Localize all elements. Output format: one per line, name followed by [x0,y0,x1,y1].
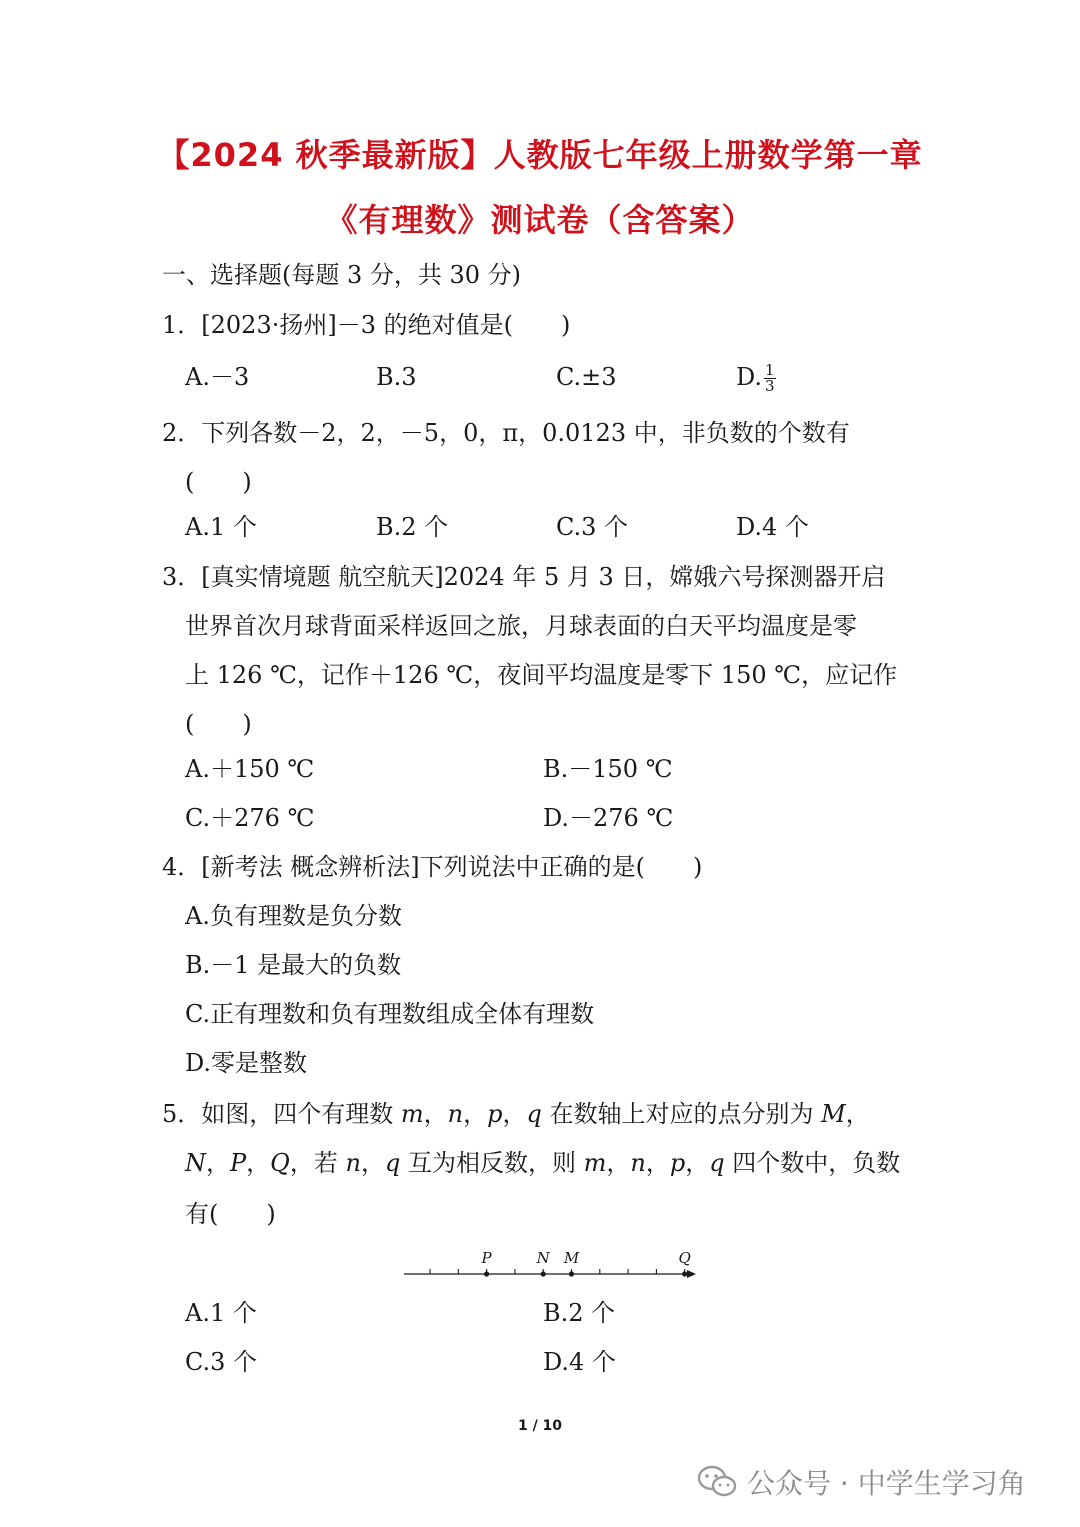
q4-option-b: B.－1 是最大的负数 [185,951,402,979]
point-P-dot [484,1271,489,1276]
q1-stem: 1．[2023·扬州]－3 的绝对值是( ) [162,311,571,339]
q5-text: ，若 [289,1149,346,1177]
q3-option-d: D.－276 ℃ [543,804,674,832]
q5-text: ， [685,1149,710,1177]
document-title-line-2: 《有理数》测试卷（含答案） [325,201,755,239]
watermark-text: 公众号 · 中学生学习角 [747,1467,1026,1500]
q4-option-c: C.正有理数和负有理数组成全体有理数 [185,1000,595,1028]
q2-option-d: D.4 个 [736,513,809,541]
point-N-label: N [536,1249,550,1267]
watermark [697,1462,1026,1502]
q5-option-b: B.2 个 [543,1299,616,1327]
q3-stem-line-1: 3．[真实情境题 航空航天]2024 年 5 月 3 日，嫦娥六号探测器开启 [162,563,886,591]
page-number: 1 / 10 [517,1418,563,1434]
var-m: m [400,1100,424,1128]
point-P: P [230,1149,247,1177]
q3-stem-line-2: 世界首次月球背面采样返回之旅，月球表面的白天平均温度是零 [185,612,857,640]
var-n: n [447,1100,464,1128]
q2-option-c: C.3 个 [556,513,629,541]
var-q: q [526,1100,542,1128]
var-n: n [630,1149,646,1177]
var-p: p [669,1149,686,1177]
q4-stem: 4．[新考法 概念辨析法]下列说法中正确的是( ) [162,853,703,881]
q3-option-c: C.＋276 ℃ [185,804,315,832]
q5-text: 互为相反数，则 [400,1149,584,1177]
q2-option-b: B.2 个 [376,513,449,541]
q5-text: ， [206,1149,230,1177]
section-heading: 一、选择题(每题 3 分，共 30 分) [162,261,522,289]
document-title-line-1: 【2024 秋季最新版】人教版七年级上册数学第一章 [157,136,923,174]
q5-stem-line-1 [162,1098,870,1130]
q5-text: ， [423,1100,448,1128]
point-N: N [185,1149,206,1177]
var-q: q [384,1149,401,1177]
q3-stem-line-4: ( ) [185,710,252,738]
point-M-dot [569,1271,574,1276]
q5-option-c: C.3 个 [185,1348,258,1376]
q5-text: 在数轴上对应的点分别为 [541,1100,822,1128]
q5-text: ， [845,1100,870,1128]
q5-stem-line-3: 有( ) [185,1200,276,1228]
q1-option-a: A.－3 [185,363,250,391]
q5-text: ， [606,1149,631,1177]
q4-option-a: A.负有理数是负分数 [185,902,402,930]
q1-option-d [736,361,776,394]
q3-option-b: B.－150 ℃ [543,755,673,783]
var-n: n [345,1149,361,1177]
q5-stem-line-2 [185,1147,900,1179]
fraction-numerator: 1 [765,361,775,379]
q1-option-d-fraction [764,363,776,394]
point-Q-dot [682,1271,687,1276]
wechat-icon [697,1465,737,1499]
q1-option-c: C.±3 [556,363,617,391]
q5-text: ， [502,1100,527,1128]
q1-option-d-prefix: D. [736,363,763,391]
q2-stem-line-2: ( ) [185,468,252,496]
number-line-arrow [687,1270,696,1278]
point-Q-label: Q [678,1249,691,1267]
point-Q: Q [270,1149,290,1177]
q2-stem-line-1: 2．下列各数－2，2，－5，0，π，0.0123 中，非负数的个数有 [162,419,850,447]
var-p: p [487,1100,503,1128]
q5-text: ， [645,1149,670,1177]
q5-text: ， [463,1100,488,1128]
var-m: m [583,1149,607,1177]
fraction-denominator: 3 [765,377,775,395]
point-M: M [821,1100,846,1128]
q5-option-d: D.4 个 [543,1348,616,1376]
q5-text: 5．如图，四个有理数 [162,1100,401,1128]
var-q: q [709,1149,725,1177]
q2-option-a: A.1 个 [185,513,257,541]
q5-text: 四个数中，负数 [724,1149,901,1177]
number-line-figure [400,1240,700,1284]
q3-option-a: A.＋150 ℃ [185,755,315,783]
q1-option-b: B.3 [376,363,417,391]
q5-text: ， [246,1149,271,1177]
q5-option-a: A.1 个 [185,1299,257,1327]
q5-text: ， [360,1149,385,1177]
point-P-label: P [481,1249,492,1267]
q3-stem-line-3: 上 126 ℃，记作＋126 ℃，夜间平均温度是零下 150 ℃，应记作 [185,661,898,689]
point-M-label: M [563,1249,580,1267]
point-N-dot [541,1271,546,1276]
q4-option-d: D.零是整数 [185,1049,308,1077]
